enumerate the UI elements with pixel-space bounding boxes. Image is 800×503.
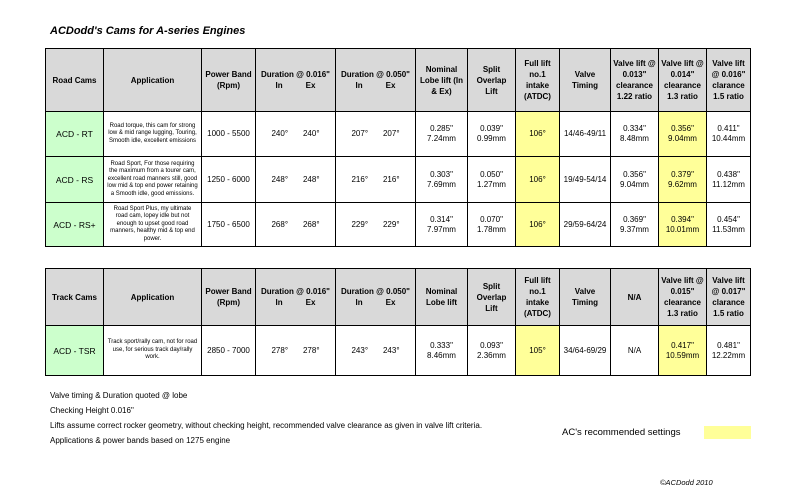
legend-swatch: [704, 426, 751, 439]
full-lift-header: Full lift no.1 intake (ATDC): [516, 269, 560, 326]
valve-lift-017-header: Valve lift @ 0.017" clarance 1.5 ratio: [707, 269, 751, 326]
duration-050-header: Duration @ 0.050" In Ex: [336, 269, 416, 326]
lobe-lift-header: Nominal Lobe lift (In & Ex): [416, 49, 468, 112]
valve-lift-014: 0.356" 9.04mm: [659, 112, 707, 157]
lobe-lift: 0.303" 7.69mm: [416, 157, 468, 203]
valve-lift-014: 0.379" 9.62mm: [659, 157, 707, 203]
full-lift: 106°: [516, 157, 560, 203]
valve-lift-016: 0.411" 10.44mm: [707, 112, 751, 157]
cam-application: Road Sport, For those requiring the maximum from a tourer cam, excellent road manners still, good low mid & top end power retaining a Smooth idle, good emissions.: [104, 157, 202, 203]
valve-timing-header: Valve Timing: [560, 269, 611, 326]
note-line: Lifts assume correct rocker geometry, without checking height, recommended valve clearance as given in valve lift criteria.: [50, 421, 483, 430]
split-overlap: 0.093" 2.36mm: [468, 326, 516, 376]
power-band: 1000 - 5500: [202, 112, 256, 157]
cam-name: ACD - RS: [46, 157, 104, 203]
power-band-header: Power Band (Rpm): [202, 269, 256, 326]
valve-lift-015-header: Valve lift @ 0.015" clearance 1.3 ratio: [659, 269, 707, 326]
split-overlap-header: Split Overlap Lift: [468, 269, 516, 326]
split-overlap: 0.050" 1.27mm: [468, 157, 516, 203]
valve-timing: 19/49-54/14: [560, 157, 611, 203]
duration-050: 216° 216°: [336, 157, 416, 203]
valve-lift-013: 0.356" 9.04mm: [611, 157, 659, 203]
duration-016-header: Duration @ 0.016" In Ex: [256, 49, 336, 112]
lobe-lift: 0.314" 7.97mm: [416, 203, 468, 247]
duration-016: 268° 268°: [256, 203, 336, 247]
duration-016: 278° 278°: [256, 326, 336, 376]
na-cell: N/A: [611, 326, 659, 376]
road-header-row: [46, 49, 751, 112]
full-lift: 106°: [516, 112, 560, 157]
application-header: Application: [104, 269, 202, 326]
duration-050-header: Duration @ 0.050" In Ex: [336, 49, 416, 112]
track-col-header: Track Cams: [46, 269, 104, 326]
full-lift: 105°: [516, 326, 560, 376]
valve-lift-013: 0.334" 8.48mm: [611, 112, 659, 157]
valve-lift-014: 0.394" 10.01mm: [659, 203, 707, 247]
duration-016: 248° 248°: [256, 157, 336, 203]
duration-016-header: Duration @ 0.016" In Ex: [256, 269, 336, 326]
table-row: [46, 326, 751, 376]
valve-lift-015: 0.417" 10.59mm: [659, 326, 707, 376]
cam-name: ACD - RS+: [46, 203, 104, 247]
power-band-header: Power Band (Rpm): [202, 49, 256, 112]
valve-lift-016: 0.438" 11.12mm: [707, 157, 751, 203]
duration-016: 240° 240°: [256, 112, 336, 157]
cam-application: Road Sport Plus, my ultimate road cam, lopey idle but not enough to upset good road manners, healthy mid & top end power.: [104, 203, 202, 247]
track-cams-table: [45, 268, 751, 376]
valve-timing: 29/59-64/24: [560, 203, 611, 247]
valve-timing: 14/46-49/11: [560, 112, 611, 157]
power-band: 1750 - 6500: [202, 203, 256, 247]
split-overlap: 0.070" 1.78mm: [468, 203, 516, 247]
valve-lift-017: 0.481" 12.22mm: [707, 326, 751, 376]
duration-050: 243° 243°: [336, 326, 416, 376]
application-header: Application: [104, 49, 202, 112]
lobe-lift: 0.285" 7.24mm: [416, 112, 468, 157]
road-cams-table: [45, 48, 751, 247]
note-line: Checking Height 0.016": [50, 406, 134, 415]
valve-lift-013-header: Valve lift @ 0.013" clearance 1.22 ratio: [611, 49, 659, 112]
valve-timing: 34/64-69/29: [560, 326, 611, 376]
copyright: ©ACDodd 2010: [660, 478, 713, 487]
table-row: [46, 203, 751, 247]
valve-timing-header: Valve Timing: [560, 49, 611, 112]
cam-name: ACD - TSR: [46, 326, 104, 376]
duration-050: 229° 229°: [336, 203, 416, 247]
legend-label: AC's recommended settings: [562, 427, 681, 438]
valve-lift-014-header: Valve lift @ 0.014" clearance 1.3 ratio: [659, 49, 707, 112]
lobe-lift: 0.333" 8.46mm: [416, 326, 468, 376]
valve-lift-016-header: Valve lift @ 0.016" clarance 1.5 ratio: [707, 49, 751, 112]
power-band: 1250 - 6000: [202, 157, 256, 203]
note-line: Valve timing & Duration quoted @ lobe: [50, 391, 188, 400]
cam-application: Track sport/rally cam, not for road use, for serious track day/rally work.: [104, 326, 202, 376]
note-line: Applications & power bands based on 1275 engine: [50, 436, 231, 445]
full-lift-header: Full lift no.1 intake (ATDC): [516, 49, 560, 112]
power-band: 2850 - 7000: [202, 326, 256, 376]
cam-application: Road torque, this cam for strong low & mid range lugging, Touring, Smooth idle, excellent emissions: [104, 112, 202, 157]
track-header-row: [46, 269, 751, 326]
split-overlap: 0.039" 0.99mm: [468, 112, 516, 157]
road-col-header: Road Cams: [46, 49, 104, 112]
full-lift: 106°: [516, 203, 560, 247]
lobe-lift-header: Nominal Lobe lift: [416, 269, 468, 326]
duration-050: 207° 207°: [336, 112, 416, 157]
valve-lift-016: 0.454" 11.53mm: [707, 203, 751, 247]
page-title: ACDodd's Cams for A-series Engines: [50, 25, 246, 37]
table-row: [46, 112, 751, 157]
valve-lift-013: 0.369" 9.37mm: [611, 203, 659, 247]
cam-name: ACD - RT: [46, 112, 104, 157]
table-row: [46, 157, 751, 203]
na-header: N/A: [611, 269, 659, 326]
split-overlap-header: Split Overlap Lift: [468, 49, 516, 112]
notes: [50, 388, 482, 448]
